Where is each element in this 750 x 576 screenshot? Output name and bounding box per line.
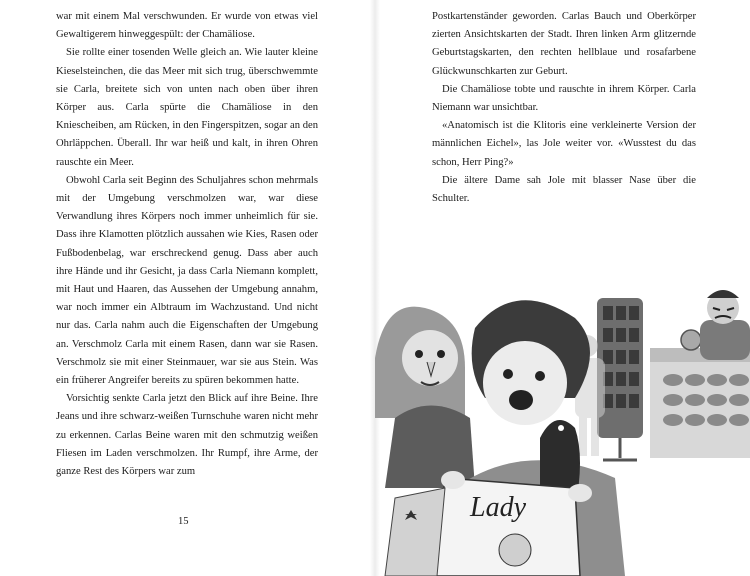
right-page-text bbox=[432, 8, 696, 208]
right-page bbox=[375, 0, 750, 576]
illustration-svg bbox=[375, 288, 750, 576]
paragraph: Sie rollte einer tosenden Welle gleich an. Wie lauter kleine Kieselsteinchen, die das Meer mit sich trug, überschwemmte sie Carla, breitete sich von unten nach oben über ihren Körper aus. Carla spürte die Chamäliose in den Kniescheiben, am Rücken, in den Fingerspitzen, sogar an den Ohrläppchen. Überall. Ihr war heiß und kalt, in ihren Ohren rauschte ein Meer. bbox=[56, 47, 318, 168]
paragraph: Die Chamäliose tobte und rauschte in ihrem Körper. Carla Niemann war unsichtbar. bbox=[432, 83, 696, 114]
page-number: 15 bbox=[178, 516, 189, 527]
shopkeeper-figure bbox=[700, 290, 750, 360]
paragraph: «Anatomisch ist die Klitoris eine verkleinerte Version der männlichen Eichel», las Jole weiter vor. «Wusstest du das schon, Herr Ping?» bbox=[432, 120, 696, 168]
magazine-title: Lady bbox=[470, 492, 526, 523]
older-woman-figure bbox=[375, 307, 475, 488]
paragraph: Vorsichtig senkte Carla jetzt den Blick auf ihre Beine. Ihre Jeans und ihre schwarz-weißen Turnschuhe waren nicht mehr zu erkennen. Carlas Beine waren mit den schmutzig weißen Fliesen im Laden verschmolzen. Ihr Rumpf, ihre Arme, der ganze Rest des Körpers war zum bbox=[56, 393, 318, 478]
magazine bbox=[385, 478, 580, 576]
paragraph: war mit einem Mal verschwunden. Er wurde von etwas viel Gewaltigerem hinweggespült: der Chamäliose. bbox=[56, 11, 318, 41]
paragraph: Obwohl Carla seit Beginn des Schuljahres schon mehrmals mit der Umgebung verschmolzen war, war diese Verwandlung ihres Körpers noch immer unheimlich für sie. Dass ihre Klamotten plötzlich aussahen wie Kies, Rasen oder Fußbodenbelag, war erschreckend genug. Dass aber auch ihre Hände und ihr Gesicht, ja dass Carla Niemann komplett, mit Haut und Haaren, das Aussehen der Umgebung annahm, war noch immer ein Albtraum im Wachzustand. Und nicht nur das. Carla nahm auch die Eigenschaften der Umgebung an. Verschmolz Carla mit einem Rasen, dann war sie Rasen. Verschmolz sie mit einer Steinmauer, war sie aus Stein. Was ein früherer Angreifer bereits zu spüren bekommen hatte. bbox=[56, 174, 318, 387]
left-page-text bbox=[56, 8, 318, 481]
paragraph: Die ältere Dame sah Jole mit blasser Nase über die Schulter. bbox=[432, 174, 696, 205]
shop-scene-illustration bbox=[375, 288, 750, 576]
paragraph: Postkartenständer geworden. Carlas Bauch und Oberkörper zierten Ansichtskarten der Stadt. Ihren linken Arm glitzernde Geburtstagskarten, den rechten hellblaue und rosafarbene Glückwunschkarten zur Geburt. bbox=[432, 11, 696, 77]
